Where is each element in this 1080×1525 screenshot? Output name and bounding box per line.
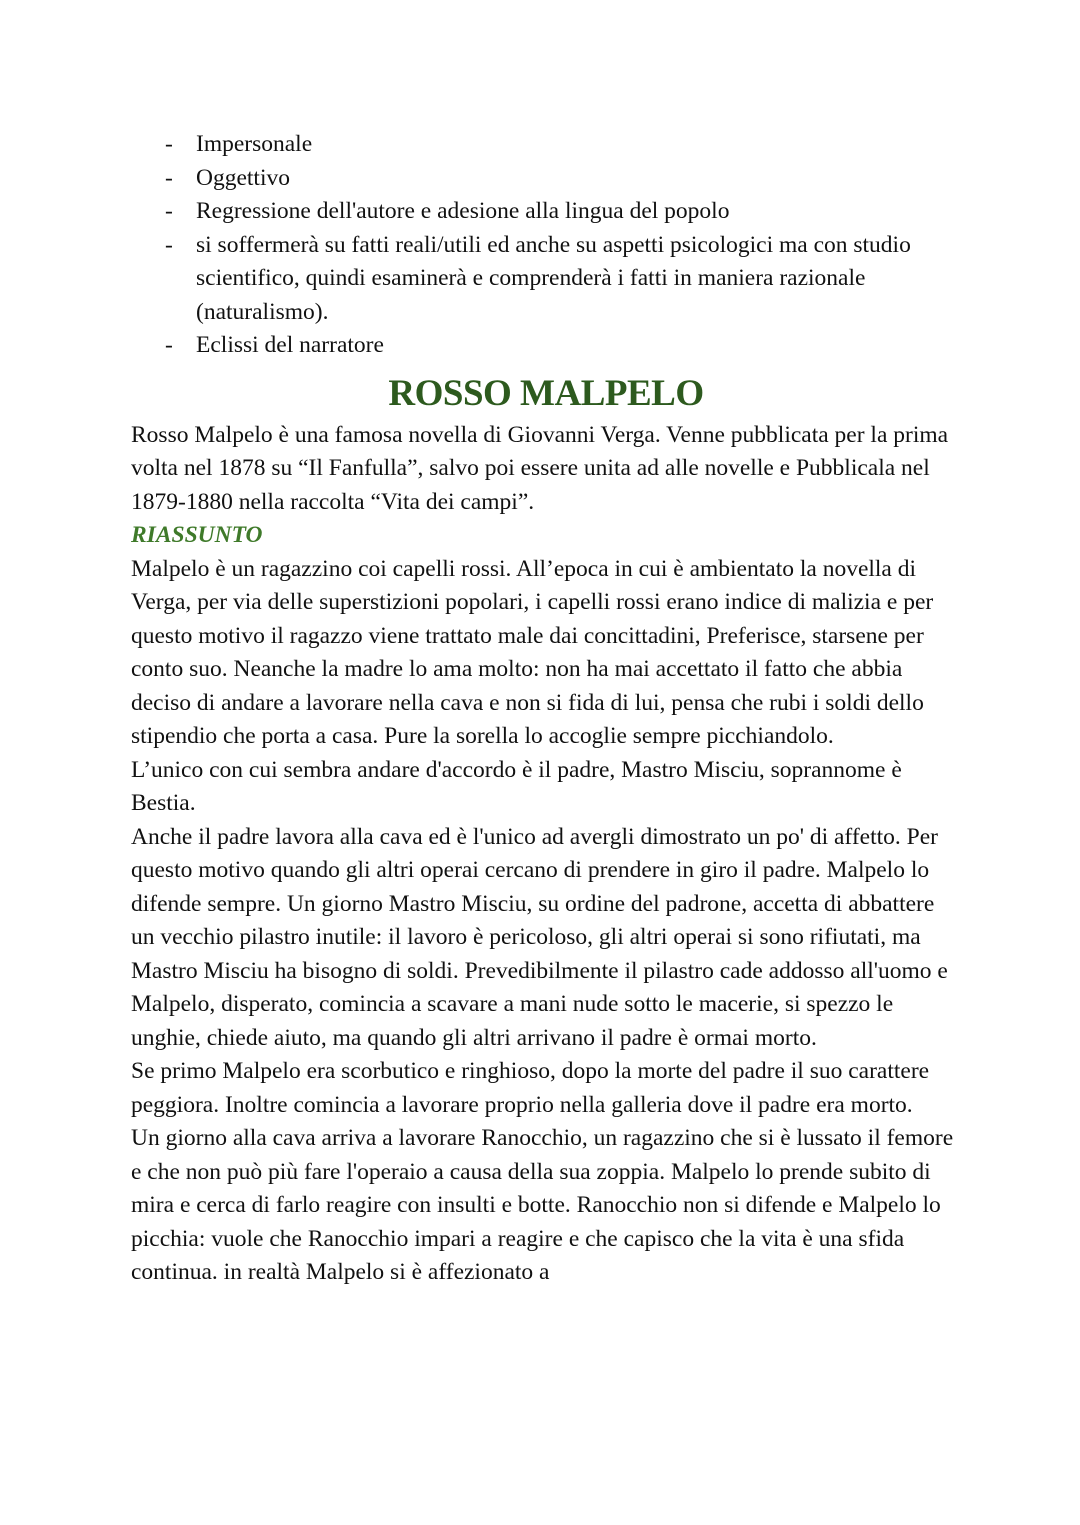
bullet-dash: - [165, 131, 173, 157]
list-item [165, 329, 961, 363]
summary-paragraph: Anche il padre lavora alla cava ed è l'unico ad avergli dimostrato un po' di affetto. Per questo motivo quando gli altri operai cercano di prendere in giro il padre. Malpelo lo difende sempre. Un giorno Mastro Misciu, su ordine del padrone, accetta di abbattere un vecchio pilastro inutile: il lavoro è pericoloso, gli altri operai si sono rifiutati, ma Mastro Misciu ha bisogno di soldi. Prevedibilmente il pilastro cade addosso all'uomo e Malpelo, disperato, comincia a scavare a mani nude sotto le macerie, si spezzo le unghie, chiede aiuto, ma quando gli altri arrivano il padre è ormai morto. [131, 823, 948, 1051]
list-item-text: Eclissi del narratore [196, 332, 384, 358]
list-item-text: Regressione dell'autore e adesione alla lingua del popolo [196, 198, 730, 224]
list-item [165, 162, 961, 196]
list-item [165, 229, 961, 330]
list-item-text: si soffermerà su fatti reali/utili ed anche su aspetti psicologici ma con studio scientifico, quindi esaminerà e comprenderà i fatti in maniera razionale (naturalismo). [196, 231, 911, 325]
summary-paragraph: Malpelo è un ragazzino coi capelli rossi. All’epoca in cui è ambientato la novella di Verga, per via delle superstizioni popolari, i capelli rossi erano indice di malizia e per questo motivo il ragazzo viene trattato male dai concittadini, Preferisce, starsene per conto suo. Neanche la madre lo ama molto: non ha mai accettato il fatto che abbia deciso di andare a lavorare nella cava e non si fida di lui, pensa che rubi i soldi dello stipendio che porta a casa. Pure la sorella lo accoglie sempre picchiandolo. [131, 555, 934, 749]
bullet-dash: - [165, 198, 173, 224]
feature-list [165, 128, 961, 363]
section-title: ROSSO MALPELO [388, 372, 704, 414]
bullet-dash: - [165, 164, 173, 191]
bullet-dash: - [165, 231, 173, 258]
summary-paragraph: Se primo Malpelo era scorbutico e ringhioso, dopo la morte del padre il suo carattere peggiora. Inoltre comincia a lavorare proprio nella galleria dove il padre era morto. [131, 1058, 930, 1118]
summary-paragraph: L’unico con cui sembra andare d'accordo è il padre, Mastro Misciu, soprannome è Bestia. [131, 756, 902, 816]
intro-paragraph: Rosso Malpelo è una famosa novella di Giovanni Verga. Venne pubblicata per la prima volta nel 1878 su “Il Fanfulla”, salvo poi essere unita ad alle novelle e Pubblicala nel 1879-1880 nella raccolta “Vita dei campi”. [131, 421, 949, 515]
page-content [131, 128, 961, 1290]
summary-paragraph: Un giorno alla cava arriva a lavorare Ranocchio, un ragazzino che si è lussato il femore e che non può più fare l'operaio a causa della sua zoppia. Malpelo lo prende subito di mira e cerca di farlo reagire con insulti e botte. Ranocchio non si difende e Malpelo lo picchia: vuole che Ranocchio impari a reagire e che capisco che la vita è una sfida continua. in realtà Malpelo si è affezionato a [131, 1125, 954, 1285]
list-item [165, 195, 961, 229]
bullet-dash: - [165, 332, 173, 358]
list-item-text: Oggettivo [196, 164, 290, 191]
list-item-text: Impersonale [196, 131, 313, 157]
list-item [165, 128, 961, 162]
summary-heading: RIASSUNTO [131, 522, 263, 548]
